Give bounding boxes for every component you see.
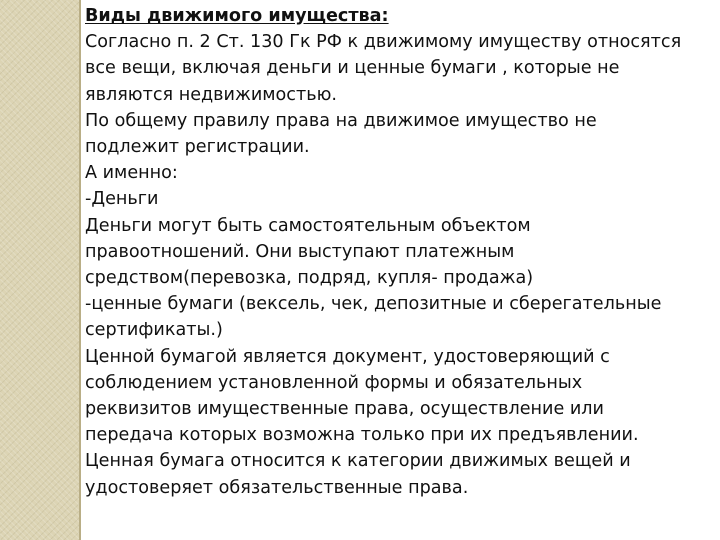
text-line: По общему правилу права на движимое имущество не — [85, 110, 597, 131]
text-line: передача которых возможна только при их предъявлении. — [85, 425, 639, 446]
text-line: соблюдением установленной формы и обязательных — [85, 372, 583, 393]
text-line: Деньги могут быть самостоятельным объектом — [85, 215, 531, 236]
text-line: сертификаты.) — [85, 320, 223, 341]
slide-content — [85, 3, 715, 501]
side-band-edge — [79, 0, 81, 540]
text-line: -Деньги — [85, 189, 159, 210]
text-line: правоотношений. Они выступают платежным — [85, 241, 515, 262]
text-line: реквизитов имущественные права, осуществление или — [85, 399, 604, 420]
text-line: Согласно п. 2 Ст. 130 Гк РФ к движимому имуществу относятся — [85, 32, 682, 53]
decorative-side-band — [0, 0, 79, 540]
text-line: Ценная бумага относится к категории движимых вещей и — [85, 451, 631, 472]
text-line: удостоверяет обязательственные права. — [85, 477, 469, 498]
text-line: Ценной бумагой является документ, удостоверяющий с — [85, 346, 610, 367]
text-line: А именно: — [85, 163, 178, 184]
text-line: все вещи, включая деньги и ценные бумаги , которые не — [85, 58, 620, 79]
text-line: подлежит регистрации. — [85, 137, 310, 158]
text-line: средством(перевозка, подряд, купля- продажа) — [85, 268, 534, 289]
text-line: -ценные бумаги (вексель, чек, депозитные и сберегательные — [85, 294, 662, 315]
slide-title: Виды движимого имущества: — [85, 6, 389, 26]
text-line: являются недвижимостью. — [85, 84, 337, 105]
